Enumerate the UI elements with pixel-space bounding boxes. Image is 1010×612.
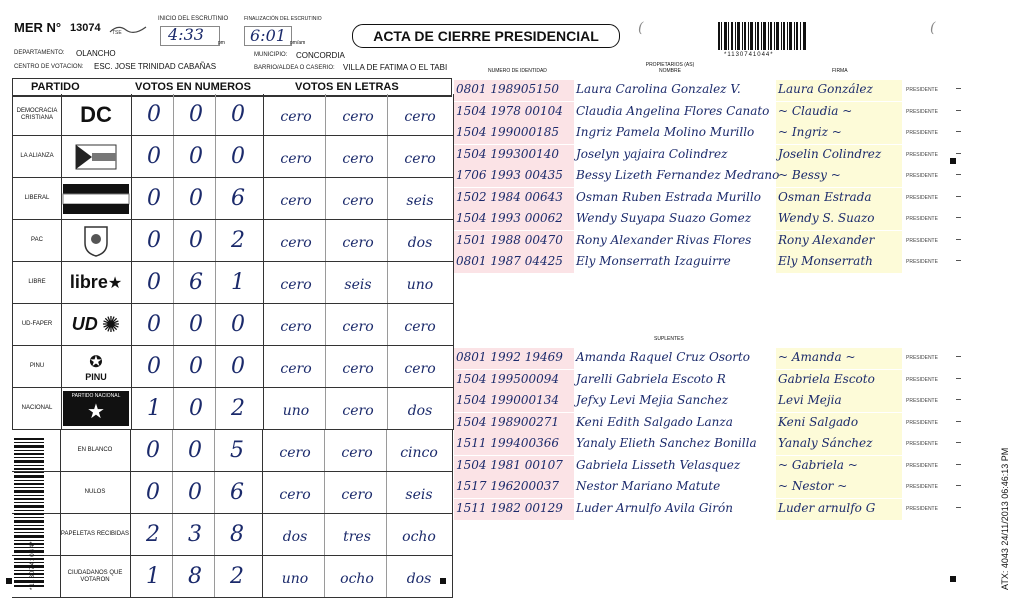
party-row bbox=[12, 514, 453, 556]
ud-logo-text: UD bbox=[71, 314, 98, 334]
member-row bbox=[454, 477, 938, 498]
member-signature: Yanaly Sánchez bbox=[778, 436, 873, 450]
member-row bbox=[454, 145, 938, 166]
member-row bbox=[454, 188, 938, 209]
vote-digit: 1 bbox=[231, 270, 245, 295]
member-row bbox=[454, 102, 938, 123]
end-label: FINALIZACIÓN DEL ESCRUTINIO bbox=[244, 16, 322, 22]
vote-word: cero bbox=[404, 150, 436, 167]
vote-word: cero bbox=[342, 150, 374, 167]
col-id-header: NUMERO DE IDENTIDAD bbox=[488, 68, 547, 74]
vote-digit: 0 bbox=[146, 438, 160, 463]
member-signature: Joselin Colindrez bbox=[778, 146, 882, 161]
member-name: Claudia Angelina Flores Canato bbox=[576, 103, 770, 118]
svg-text:TSE: TSE bbox=[112, 30, 122, 36]
vote-digit: 2 bbox=[146, 522, 160, 547]
member-name: Jarelli Gabriela Escoto R bbox=[576, 371, 726, 386]
header-party: PARTIDO bbox=[31, 81, 80, 93]
member-id: 1504 1993 00062 bbox=[456, 211, 563, 225]
party-logo bbox=[63, 223, 129, 258]
party-name: UD-FAPER bbox=[21, 321, 53, 327]
party-name: CIUDADANOS QUE VOTARON bbox=[67, 569, 123, 583]
alianza-flag-icon bbox=[76, 145, 116, 169]
member-name: Laura Carolina Gonzalez V. bbox=[576, 82, 741, 96]
member-name: Gabriela Lisseth Velasquez bbox=[576, 457, 741, 472]
vote-digit: 0 bbox=[231, 102, 245, 127]
vote-word: cero bbox=[342, 402, 374, 419]
member-role-label: PRESIDENTE bbox=[906, 484, 938, 490]
vote-word: dos bbox=[282, 528, 308, 545]
member-role-label: PRESIDENTE bbox=[906, 108, 938, 115]
party-row bbox=[12, 262, 454, 304]
member-role-label: PRESIDENTE bbox=[906, 462, 938, 469]
vote-word: cero bbox=[280, 192, 312, 209]
vote-word: cero bbox=[404, 360, 436, 377]
pinu-logo-text: PINU bbox=[85, 371, 107, 382]
vote-digit: 0 bbox=[231, 312, 245, 337]
member-role-label: PRESIDENTE bbox=[906, 237, 938, 244]
vote-digit: 2 bbox=[230, 564, 244, 589]
member-role-label: PRESIDENTE bbox=[906, 151, 938, 158]
vote-digit: 8 bbox=[230, 522, 244, 547]
vote-word: dos bbox=[406, 570, 432, 587]
party-logo bbox=[63, 349, 129, 384]
member-row bbox=[454, 434, 938, 455]
vote-digit: 2 bbox=[231, 396, 245, 421]
party-logo bbox=[63, 265, 129, 300]
vote-digit: 0 bbox=[189, 144, 203, 169]
vote-digit: 0 bbox=[147, 144, 161, 169]
party-name: NULOS bbox=[84, 489, 106, 495]
vote-word: uno bbox=[281, 570, 309, 587]
member-name: Keni Edith Salgado Lanza bbox=[576, 414, 733, 429]
party-row bbox=[12, 178, 454, 220]
member-signature: Levi Mejia bbox=[778, 393, 842, 407]
member-id: 1504 198900271 bbox=[456, 414, 560, 429]
mer-number: 13074 bbox=[70, 22, 101, 34]
member-signature: ~ Nestor ~ bbox=[778, 479, 848, 493]
member-row bbox=[454, 370, 938, 391]
member-signature: Osman Estrada bbox=[778, 189, 872, 204]
member-signature: ~ Bessy ~ bbox=[778, 168, 841, 182]
vote-word: uno bbox=[406, 276, 434, 293]
libre-logo-text: libre bbox=[69, 272, 108, 292]
vote-digit: 1 bbox=[146, 564, 160, 589]
member-signature: Laura González bbox=[778, 82, 873, 96]
vote-digit: 6 bbox=[231, 186, 245, 211]
member-id: 1504 1978 00104 bbox=[456, 103, 563, 118]
member-name: Wendy Suyapa Suazo Gomez bbox=[576, 211, 752, 225]
vote-digit: 0 bbox=[146, 480, 160, 505]
col-sign-header: FIRMA bbox=[832, 68, 848, 74]
star-icon: ★ bbox=[87, 401, 105, 423]
col-name-header: PROPIETARIOS (AS) NOMBRE bbox=[645, 62, 695, 74]
star-icon: ★ bbox=[107, 274, 123, 292]
party-logo bbox=[63, 97, 129, 132]
pinu-emblem-icon: ✪ bbox=[89, 353, 103, 371]
member-name: Amanda Raquel Cruz Osorto bbox=[576, 350, 750, 364]
party-logo bbox=[63, 139, 129, 174]
member-role-label: PRESIDENTE bbox=[906, 398, 938, 404]
start-label: INICIO DEL ESCRUTINIO bbox=[158, 16, 229, 22]
vote-word: cinco bbox=[400, 444, 438, 461]
member-id: 1502 1984 00643 bbox=[456, 189, 563, 204]
vote-word: seis bbox=[344, 276, 372, 293]
member-row bbox=[454, 166, 938, 187]
vote-word: dos bbox=[407, 234, 433, 251]
party-row bbox=[12, 346, 454, 388]
vote-digit: 0 bbox=[147, 186, 161, 211]
member-row bbox=[454, 252, 938, 273]
vote-digit: 0 bbox=[231, 354, 245, 379]
member-row bbox=[454, 456, 938, 477]
party-name: PAPELETAS RECIBIDAS bbox=[60, 531, 130, 537]
member-name: Luder Arnulfo Avila Girón bbox=[576, 500, 733, 515]
vote-word: ocho bbox=[402, 528, 436, 545]
member-row bbox=[454, 348, 938, 369]
municipio-label: MUNICIPIO: bbox=[254, 52, 288, 58]
vote-word: cero bbox=[342, 192, 374, 209]
member-row bbox=[454, 231, 938, 252]
side-stamp: ATX: 4043 24/11/2013 06:46:13 PM bbox=[1000, 447, 1010, 590]
municipio-value: CONCORDIA bbox=[296, 51, 345, 60]
member-signature: ~ Ingriz ~ bbox=[778, 125, 842, 139]
vote-digit: 0 bbox=[147, 270, 161, 295]
page-title: ACTA DE CIERRE PRESIDENCIAL bbox=[352, 24, 620, 48]
party-row bbox=[12, 388, 454, 430]
member-role-label: PRESIDENTE bbox=[906, 419, 938, 426]
corner-mark: ( bbox=[638, 20, 644, 36]
vote-digit: 5 bbox=[230, 438, 244, 463]
member-role-label: PRESIDENTE bbox=[906, 505, 938, 512]
member-id: 1504 199000185 bbox=[456, 125, 560, 139]
party-name: PINU bbox=[29, 363, 45, 369]
member-id: 1501 1988 00470 bbox=[456, 232, 563, 247]
party-name: EN BLANCO bbox=[77, 447, 113, 453]
member-name: Osman Ruben Estrada Murillo bbox=[576, 189, 761, 204]
votes-table bbox=[12, 78, 452, 594]
corner-square bbox=[440, 578, 446, 584]
corner-mark-right: ( bbox=[930, 20, 936, 36]
member-role-label: PRESIDENTE bbox=[906, 376, 938, 383]
member-row bbox=[454, 413, 938, 434]
party-name: LIBERAL bbox=[24, 195, 50, 201]
vote-word: uno bbox=[282, 402, 310, 419]
party-row bbox=[12, 304, 454, 346]
vote-word: cero bbox=[280, 108, 312, 125]
member-signature: Luder arnulfo G bbox=[778, 500, 876, 515]
member-name: Ely Monserrath Izaguirre bbox=[576, 254, 731, 268]
barrio-value: VILLA DE FATIMA O EL TABI bbox=[343, 63, 448, 72]
member-name: Jefxy Levi Mejia Sanchez bbox=[576, 393, 729, 407]
suplentes-header: SUPLENTES bbox=[654, 336, 684, 342]
header-letters: VOTOS EN LETRAS bbox=[295, 81, 399, 93]
vote-digit: 0 bbox=[189, 186, 203, 211]
party-name: DEMOCRACIA CRISTIANA bbox=[16, 107, 58, 121]
vote-word: cero bbox=[280, 276, 312, 293]
vote-word: cero bbox=[404, 108, 436, 125]
vote-word: cero bbox=[341, 486, 373, 503]
member-id: 1511 199400366 bbox=[456, 436, 560, 450]
member-row bbox=[454, 209, 938, 230]
mer-label: MER N° bbox=[14, 20, 62, 35]
member-row bbox=[454, 80, 938, 101]
member-name: Nestor Mariano Matute bbox=[576, 479, 721, 493]
party-logo bbox=[63, 181, 129, 216]
vote-digit: 0 bbox=[189, 102, 203, 127]
tse-logo bbox=[108, 22, 148, 34]
centro-label: CENTRO DE VOTACION: bbox=[14, 64, 84, 70]
vote-digit: 1 bbox=[147, 396, 161, 421]
vote-digit: 6 bbox=[230, 480, 244, 505]
member-role-label: PRESIDENTE bbox=[906, 355, 938, 361]
party-row bbox=[12, 220, 454, 262]
member-role-label: PRESIDENTE bbox=[906, 173, 938, 179]
corner-square bbox=[950, 158, 956, 164]
vote-digit: 0 bbox=[231, 144, 245, 169]
vote-word: cero bbox=[341, 444, 373, 461]
vote-word: cero bbox=[342, 108, 374, 125]
member-role-label: PRESIDENTE bbox=[906, 194, 938, 201]
member-name: Bessy Lizeth Fernandez Medrano bbox=[576, 168, 780, 182]
vote-word: seis bbox=[406, 192, 434, 209]
member-signature: ~ Claudia ~ bbox=[778, 103, 853, 118]
end-time: 6:01 bbox=[250, 26, 286, 45]
vote-word: cero bbox=[279, 486, 311, 503]
vote-digit: 0 bbox=[189, 228, 203, 253]
member-id: 1706 1993 00435 bbox=[456, 168, 563, 182]
party-logo bbox=[63, 391, 129, 426]
vote-word: cero bbox=[404, 318, 436, 335]
vote-digit: 0 bbox=[147, 312, 161, 337]
party-row bbox=[12, 472, 453, 514]
member-name: Joselyn yajaira Colindrez bbox=[576, 146, 728, 161]
member-id: 1504 199000134 bbox=[456, 393, 560, 407]
vote-word: seis bbox=[405, 486, 433, 503]
vote-digit: 8 bbox=[188, 564, 202, 589]
end-pm: pm/am bbox=[290, 40, 306, 46]
sun-icon: ✺ bbox=[101, 311, 121, 337]
member-signature: Gabriela Escoto bbox=[778, 371, 875, 386]
party-logo bbox=[63, 307, 129, 342]
member-signature: Ely Monserrath bbox=[778, 254, 873, 268]
vote-word: cero bbox=[280, 150, 312, 167]
party-name: NACIONAL bbox=[21, 405, 53, 411]
start-time: 4:33 bbox=[168, 25, 204, 44]
party-row bbox=[12, 430, 453, 472]
vote-digit: 0 bbox=[147, 102, 161, 127]
nacional-logo-text: PARTIDO NACIONAL bbox=[71, 393, 121, 399]
member-role-label: PRESIDENTE bbox=[906, 87, 938, 93]
vote-digit: 0 bbox=[188, 480, 202, 505]
vote-digit: 6 bbox=[189, 270, 203, 295]
vote-word: cero bbox=[342, 360, 374, 377]
member-name: Yanaly Elieth Sanchez Bonilla bbox=[576, 436, 757, 450]
party-row bbox=[12, 556, 453, 598]
corner-square bbox=[6, 578, 12, 584]
vote-digit: 0 bbox=[147, 354, 161, 379]
vote-word: dos bbox=[407, 402, 433, 419]
header-numbers: VOTOS EN NUMEROS bbox=[135, 81, 251, 93]
member-id: 0801 1987 04425 bbox=[456, 254, 563, 268]
member-id: 1517 196200037 bbox=[456, 479, 560, 493]
member-id: 1511 1982 00129 bbox=[456, 500, 563, 515]
member-signature: Keni Salgado bbox=[778, 414, 859, 429]
member-row bbox=[454, 499, 938, 520]
corner-square bbox=[950, 576, 956, 582]
pac-shield-icon bbox=[83, 225, 109, 257]
member-signature: Wendy S. Suazo bbox=[778, 211, 875, 225]
vote-word: cero bbox=[280, 234, 312, 251]
centro-value: ESC. JOSE TRINIDAD CABAÑAS bbox=[94, 62, 217, 71]
member-role-label: PRESIDENTE bbox=[906, 216, 938, 222]
member-signature: ~ Gabriela ~ bbox=[778, 457, 858, 472]
liberal-flag-icon bbox=[63, 184, 129, 214]
party-row bbox=[12, 136, 454, 178]
member-name: Ingriz Pamela Molino Murillo bbox=[576, 125, 755, 139]
vote-word: cero bbox=[279, 444, 311, 461]
member-id: 1504 1981 00107 bbox=[456, 457, 563, 472]
vote-word: cero bbox=[280, 318, 312, 335]
party-row bbox=[12, 94, 454, 136]
member-id: 0801 1992 19469 bbox=[456, 350, 563, 364]
dc-logo-text: DC bbox=[80, 101, 112, 127]
vote-word: tres bbox=[343, 528, 371, 545]
departamento-value: OLANCHO bbox=[76, 49, 116, 58]
member-id: 0801 198905150 bbox=[456, 82, 560, 96]
vote-word: cero bbox=[342, 318, 374, 335]
vote-digit: 0 bbox=[188, 438, 202, 463]
left-barcode-number: *1130741044* bbox=[30, 540, 36, 590]
party-name: LA ALIANZA bbox=[20, 153, 54, 159]
vote-digit: 0 bbox=[147, 228, 161, 253]
barrio-label: BARRIO/ALDEA O CASERIO: bbox=[254, 65, 335, 71]
party-name: LIBRE bbox=[28, 279, 46, 285]
vote-digit: 0 bbox=[189, 312, 203, 337]
top-barcode-number: *1130741044* bbox=[724, 52, 774, 58]
member-name: Rony Alexander Rivas Flores bbox=[576, 232, 752, 247]
member-role-label: PRESIDENTE bbox=[906, 259, 938, 265]
top-barcode bbox=[718, 22, 806, 56]
member-signature: ~ Amanda ~ bbox=[778, 350, 856, 364]
vote-word: cero bbox=[280, 360, 312, 377]
departamento-label: DEPARTAMENTO: bbox=[14, 50, 65, 56]
member-row bbox=[454, 123, 938, 144]
start-pm: pm bbox=[218, 40, 225, 46]
vote-word: ocho bbox=[340, 570, 374, 587]
member-signature: Rony Alexander bbox=[778, 232, 875, 247]
member-id: 1504 199300140 bbox=[456, 146, 560, 161]
party-name: PAC bbox=[31, 237, 43, 243]
vote-digit: 0 bbox=[189, 396, 203, 421]
vote-digit: 3 bbox=[188, 522, 202, 547]
member-id: 1504 199500094 bbox=[456, 371, 560, 386]
member-role-label: PRESIDENTE bbox=[906, 130, 938, 136]
vote-digit: 2 bbox=[231, 228, 245, 253]
member-role-label: PRESIDENTE bbox=[906, 441, 938, 447]
member-row bbox=[454, 391, 938, 412]
vote-word: cero bbox=[342, 234, 374, 251]
vote-digit: 0 bbox=[189, 354, 203, 379]
